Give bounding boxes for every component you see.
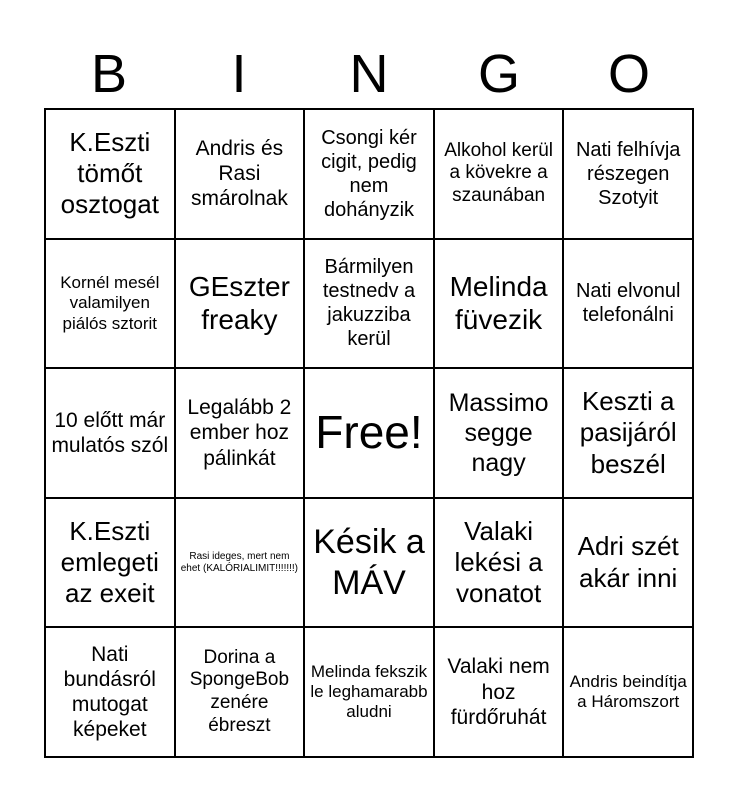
- bingo-cell-text: Free!: [315, 406, 423, 459]
- bingo-cell[interactable]: [175, 239, 305, 369]
- bingo-cell-text: Keszti a pasijáról beszél: [579, 386, 677, 479]
- bingo-cell-text: Valaki nem hoz fürdőruhát: [447, 655, 550, 729]
- header-letter-o: O: [607, 44, 650, 104]
- bingo-cell-text: Dorina a SpongeBob zenére ébreszt: [189, 646, 290, 736]
- header-letter-n: N: [349, 44, 389, 104]
- bingo-cell-text: Késik a MÁV: [313, 522, 425, 602]
- header-letter-b: B: [90, 44, 128, 104]
- bingo-cell-text: Csongi kér cigit, pedig nem dohányzik: [321, 126, 417, 221]
- bingo-cell-text: Kornél mesél valamilyen piálós sztorit: [60, 272, 160, 333]
- bingo-cell-text: K.Eszti emlegeti az exeit: [60, 515, 159, 609]
- bingo-cell-text: Bármilyen testnedv a jakuzziba kerül: [322, 256, 416, 351]
- bingo-cell-text: Nati bundásról mutogat képeket: [63, 642, 156, 742]
- bingo-cell-text: 10 előtt már mulatós szól: [51, 408, 169, 457]
- bingo-cell[interactable]: [45, 627, 175, 757]
- bingo-cell[interactable]: [434, 239, 564, 369]
- bingo-cell[interactable]: [563, 239, 693, 369]
- bingo-cell[interactable]: [175, 368, 305, 498]
- bingo-cell[interactable]: [45, 498, 175, 628]
- bingo-cell-text: Andris beindítja a Háromszort: [569, 671, 687, 712]
- bingo-cell[interactable]: [175, 498, 305, 628]
- free-space-cell[interactable]: [304, 368, 434, 498]
- bingo-cell[interactable]: [563, 627, 693, 757]
- bingo-cell[interactable]: [175, 109, 305, 239]
- header-letter-g: G: [477, 44, 520, 104]
- bingo-cell-text: Alkohol kerül a kövekre a szaunában: [444, 139, 553, 207]
- bingo-cell-text: Adri szét akár inni: [577, 531, 679, 593]
- bingo-cell[interactable]: [304, 239, 434, 369]
- bingo-cell-text: GEszter freaky: [188, 270, 290, 336]
- bingo-cell-text: K.Eszti tömőt osztogat: [60, 127, 159, 220]
- bingo-cell[interactable]: [304, 109, 434, 239]
- bingo-cell[interactable]: [45, 239, 175, 369]
- bingo-cell-text: Melinda füvezik: [449, 270, 548, 336]
- bingo-cell-text: Massimo segge nagy: [448, 388, 549, 477]
- bingo-cell[interactable]: [304, 627, 434, 757]
- bingo-cell[interactable]: [45, 109, 175, 239]
- bingo-cell[interactable]: [563, 498, 693, 628]
- bingo-cell[interactable]: [304, 498, 434, 628]
- bingo-header: [44, 40, 694, 108]
- bingo-cell-text: Valaki lekési a vonatot: [454, 515, 543, 609]
- bingo-cell[interactable]: [434, 368, 564, 498]
- bingo-cell-text: Andris és Rasi smárolnak: [190, 137, 288, 211]
- header-letter-i: I: [231, 44, 247, 104]
- bingo-cell[interactable]: [563, 109, 693, 239]
- bingo-cell-text: Nati elvonul telefonálni: [575, 280, 681, 327]
- bingo-cell[interactable]: [175, 627, 305, 757]
- bingo-cell[interactable]: [45, 368, 175, 498]
- bingo-cell[interactable]: [563, 368, 693, 498]
- bingo-cell[interactable]: [434, 498, 564, 628]
- bingo-grid: [44, 108, 694, 758]
- bingo-cell-text: Nati felhívja részegen Szotyit: [575, 138, 681, 209]
- bingo-cell-text: Melinda fekszik le leghamarabb aludni: [310, 661, 428, 722]
- bingo-cell[interactable]: [434, 627, 564, 757]
- bingo-cell[interactable]: [434, 109, 564, 239]
- bingo-cell-text: Legalább 2 ember hoz pálinkát: [187, 396, 292, 470]
- bingo-cell-text: Rasi ideges, mert nem ehet (KALÓRIALIMIT!!!!!!!): [180, 550, 299, 574]
